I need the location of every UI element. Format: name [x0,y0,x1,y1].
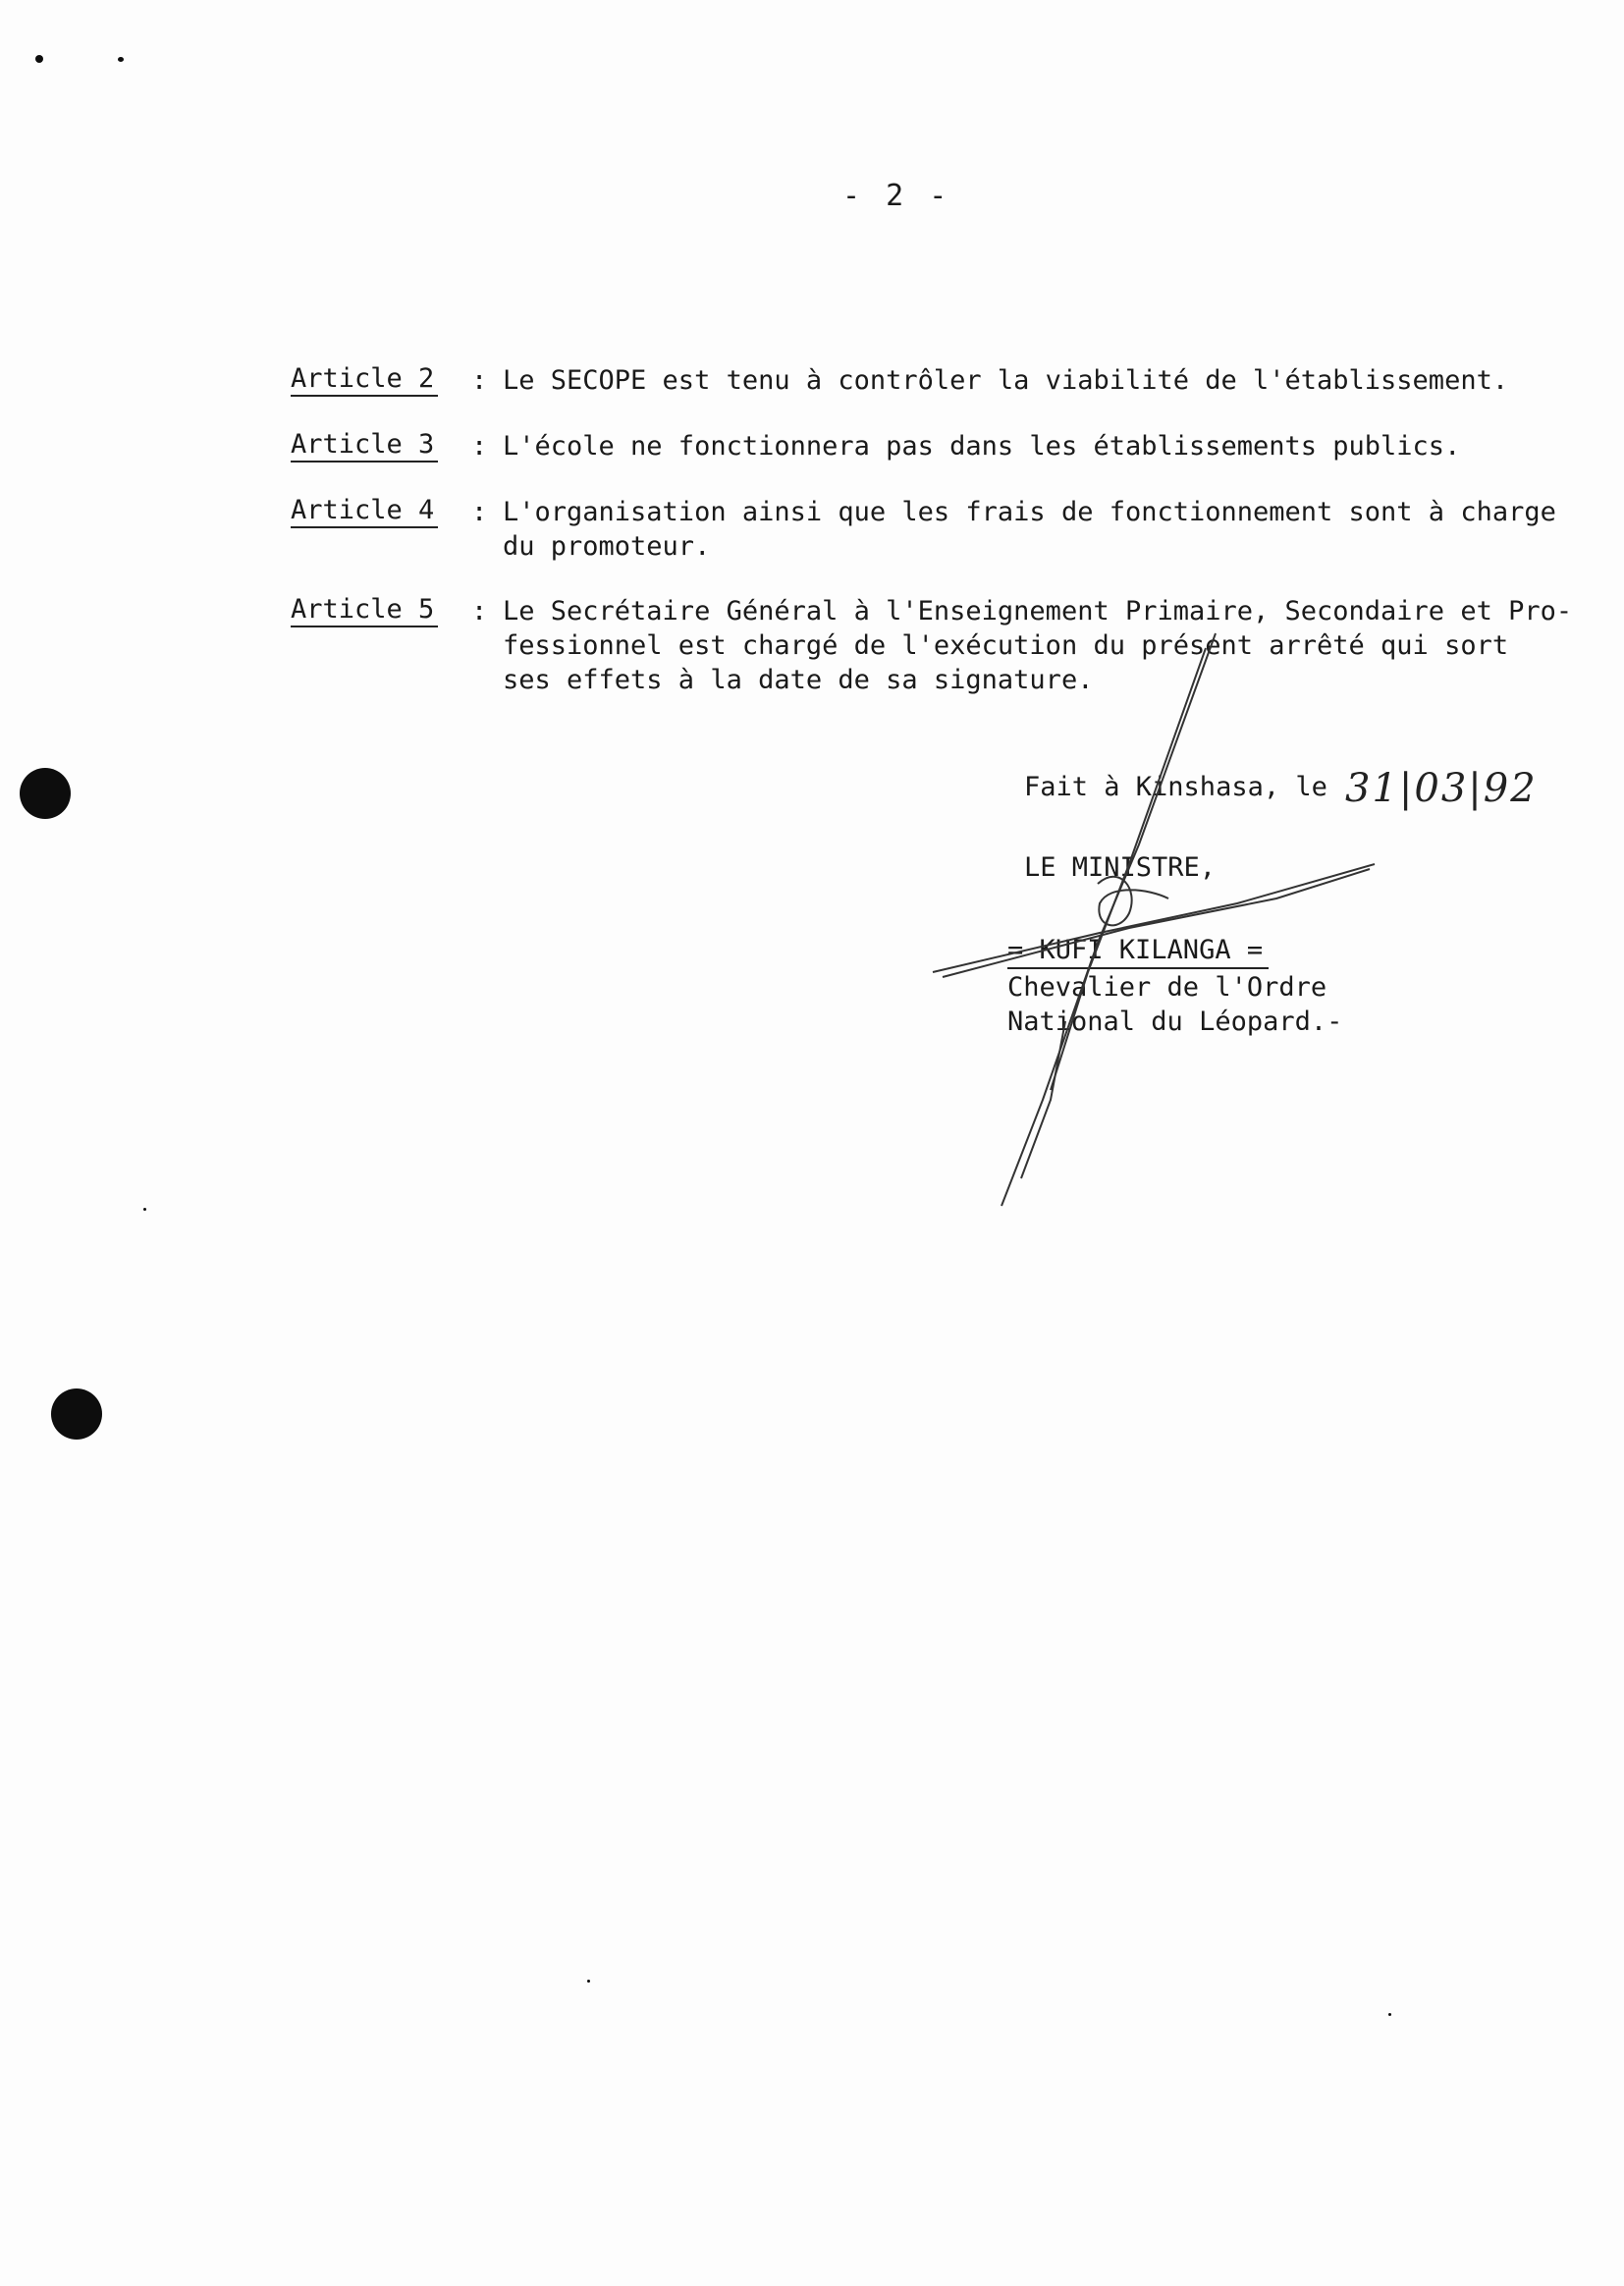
minister-title: LE MINISTRE, [1024,852,1217,883]
scan-speck [143,1208,146,1211]
article-colon: : [471,431,488,462]
article-label: Article 3 [291,429,438,463]
page-number: - 2 - [842,179,951,213]
article-text: L'école ne fonctionnera pas dans les établissements publics. [503,431,1461,462]
article-colon: : [471,365,488,396]
article-text: Le SECOPE est tenu à contrôler la viabilité de l'établissement. [503,365,1509,396]
handwritten-date: 31|03|92 [1345,766,1538,811]
article-colon: : [471,497,488,527]
scan-speck [35,55,43,63]
signature-stroke-tail [1021,1021,1065,1178]
article-label: Article 5 [291,594,438,627]
scan-speck [118,57,124,62]
signature-stroke-main [1001,633,1216,1206]
article-text: Le Secrétaire Général à l'Enseignement Primaire, Secondaire et Pro- fessionnel est chargé de l'exécution du présent arrêté qui sort ses effets à la date de sa signature. [503,596,1573,695]
punch-hole-bottom [51,1388,102,1440]
honor-line-1: Chevalier de l'Ordre [1007,972,1327,1003]
article-label: Article 2 [291,363,438,397]
scan-speck [587,1980,590,1983]
article-text: L'organisation ainsi que les frais de fonctionnement sont à charge du promoteur. [503,497,1556,562]
article-colon: : [471,596,488,626]
honor-line-2: National du Léopard.- [1007,1007,1343,1037]
scan-speck [1388,2013,1391,2016]
punch-hole-top [20,768,71,819]
place-and-date: Fait à Kinshasa, le [1024,772,1327,802]
minister-name: = KUFI KILANGA = [1007,933,1269,969]
article-label: Article 4 [291,495,438,528]
